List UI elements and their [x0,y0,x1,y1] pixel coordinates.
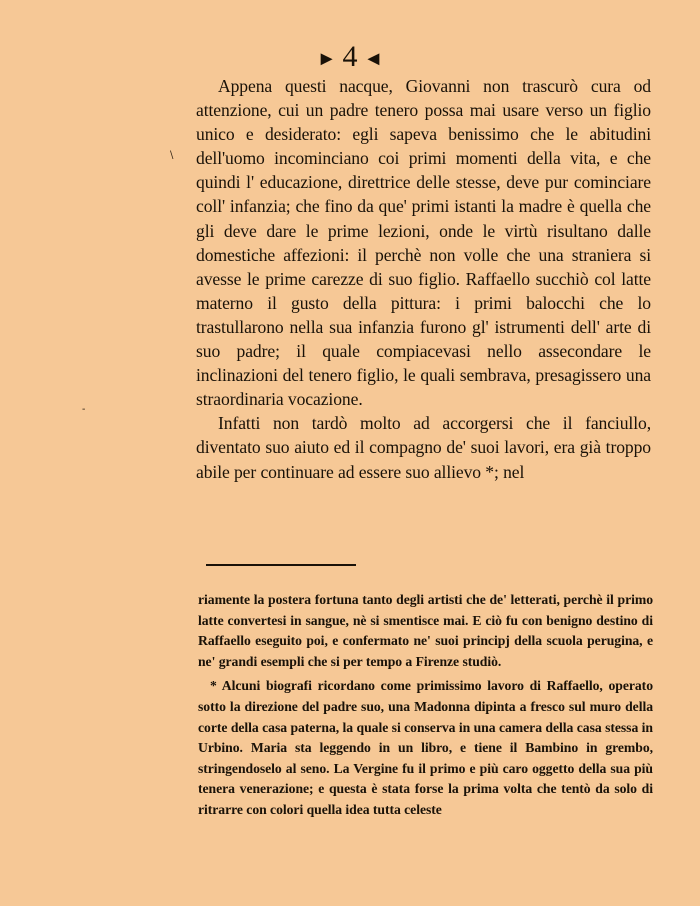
footnote-separator [206,564,356,566]
main-text [196,74,651,484]
paragraph-1: Appena questi nacque, Giovanni non trascurò cura od attenzione, cui un padre tenero possa mai usare verso un figlio unico e desiderato: egli sapeva benissimo che le abitudini dell'uomo incominciano coi primi momenti della vita, e che quindi l' educazione, direttrice delle stesse, deve pur cominciare coll' infanzia; che fino da que' primi istanti la madre è quella che gli deve dare le prime lezioni, onde le virtù risultano dalle domestiche affezioni: il perchè non volle che una straniera si avesse le prime carezze di suo figlio. Raffaello succhiò col latte materno il gusto della pittura: i primi balocchi che lo trastullarono nella sua infanzia furono gl' istrumenti dell' arte di suo padre; il quale compiacevasi nello assecondare le inclinazioni del tenero figlio, le quali sembrava, presagissero una straordinaria vocazione. [196,76,651,410]
footnote-continuation: riamente la postera fortuna tanto degli artisti che de' letterati, perchè il primo latte convertesi in sangue, nè si smentisce mai. E ciò fu con benigno destino di Raffaello eseguito poi, e confermato ne' suoi principj della scuola perugina, e ne' grandi esempli che si per tempo a Firenze studiò. [198,592,653,669]
right-ornament-icon: ◄ [363,48,384,71]
margin-speck: - [82,404,86,415]
footnotes [198,590,653,821]
margin-speck: \ [170,150,174,161]
page-header [0,40,700,76]
left-ornament-icon: ► [316,48,337,71]
paragraph-2: Infatti non tardò molto ad accorgersi che il fanciullo, diventato suo aiuto ed il compagno de' suoi lavori, era già troppo abile per continuare ad essere suo allievo *; nel [196,413,651,482]
page-number: 4 [342,40,358,73]
footnote-asterisk: * Alcuni biografi ricordano come primissimo lavoro di Raffaello, operato sotto la direzione del padre suo, una Madonna dipinta a fresco sul muro della corte della casa paterna, la quale si conserva in una camera della casa stessa in Urbino. Maria sta leggendo in un libro, e tiene il Bambino in grembo, stringendoselo al seno. La Vergine fu il primo e più caro oggetto della sua più tenera venerazione; e questa è stata forse la prima volta che tentò da solo di ritrarre con colori quella idea tutta celeste [198,678,653,817]
